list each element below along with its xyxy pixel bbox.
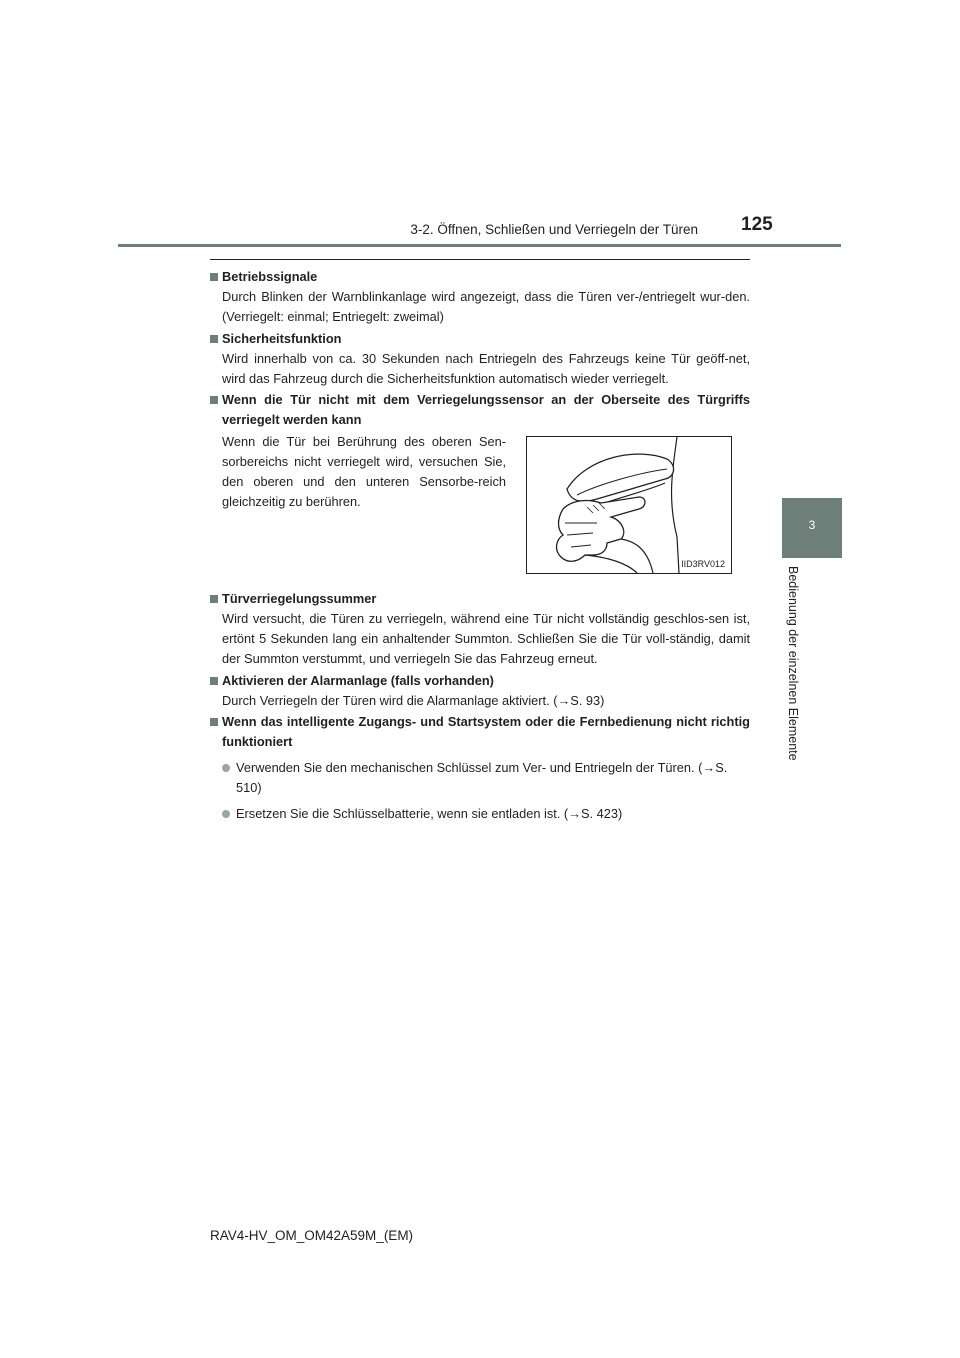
figure-code: IID3RV012 [681,559,725,569]
header-divider [118,244,841,247]
chapter-tab-label-text: Bedienung der einzelnen Elemente [786,566,800,761]
section-body: Wird versucht, die Türen zu verriegeln, während eine Tür nicht vollständig geschlos-sen ist, ertönt 5 Sekunden lang ein anhaltender Summton. Schließen Sie die Tür voll-ständig, damit der Summton verstummt, und verriegeln Sie das Fahrzeug erneut. [222,611,750,666]
round-bullet-icon [222,764,230,772]
section-sensor [210,390,750,590]
square-bullet-icon [210,273,218,281]
square-bullet-icon [210,595,218,603]
chapter-title: 3-2. Öffnen, Schließen und Verriegeln der Türen [410,222,698,237]
section-heading: Aktivieren der Alarmanlage (falls vorhanden) [210,671,750,691]
section-smartkey [210,712,750,824]
square-bullet-icon [210,718,218,726]
section-summer [210,589,750,669]
square-bullet-icon [210,335,218,343]
document-code: RAV4-HV_OM_OM42A59M_(EM) [210,1228,414,1243]
list-item: Ersetzen Sie die Schlüsselbatterie, wenn sie entladen ist. (→S. 423) [210,804,750,824]
square-bullet-icon [210,677,218,685]
section-betriebssignale [210,267,750,327]
section-body: Wird innerhalb von ca. 30 Sekunden nach Entriegeln des Fahrzeugs keine Tür geöff-net, wird das Fahrzeug durch die Sicherheitsfunktion automatisch wieder verriegelt. [222,351,750,386]
section-heading: Wenn die Tür nicht mit dem Verriegelungssensor an der Oberseite des Türgriffs verriegelt werden kann [210,390,750,430]
chapter-tab [782,498,842,558]
section-body: Durch Blinken der Warnblinkanlage wird angezeigt, dass die Türen ver-/entriegelt wur-den. (Verriegelt: einmal; Entriegelt: zweimal) [222,289,750,324]
chapter-tab-label [784,566,804,786]
section-sicherheitsfunktion [210,329,750,389]
section-body: Wenn die Tür bei Berührung des oberen Sen-sorbereichs nicht verriegelt wird, versuchen Sie, den oberen und den unteren Sensorbe-reich gleichzeitig zu berühren. [222,434,506,509]
list-item: Verwenden Sie den mechanischen Schlüssel zum Ver- und Entriegeln der Türen. (→S. 510) [210,758,750,798]
hand-touching-door-handle-icon [527,437,731,573]
content-top-rule [210,259,750,260]
page-header [0,0,960,250]
round-bullet-icon [222,810,230,818]
section-heading: Wenn das intelligente Zugangs- und Startsystem oder die Fernbedienung nicht richtig funktioniert [210,712,750,752]
page-number: 125 [741,214,773,235]
chapter-tab-number: 3 [808,518,816,532]
section-heading: Betriebssignale [210,267,750,287]
section-body: Durch Verriegeln der Türen wird die Alarmanlage aktiviert. (→S. 93) [222,693,605,708]
door-handle-illustration [526,436,732,574]
square-bullet-icon [210,396,218,404]
section-alarm [210,671,750,711]
section-heading: Sicherheitsfunktion [210,329,750,349]
section-heading: Türverriegelungssummer [210,589,750,609]
